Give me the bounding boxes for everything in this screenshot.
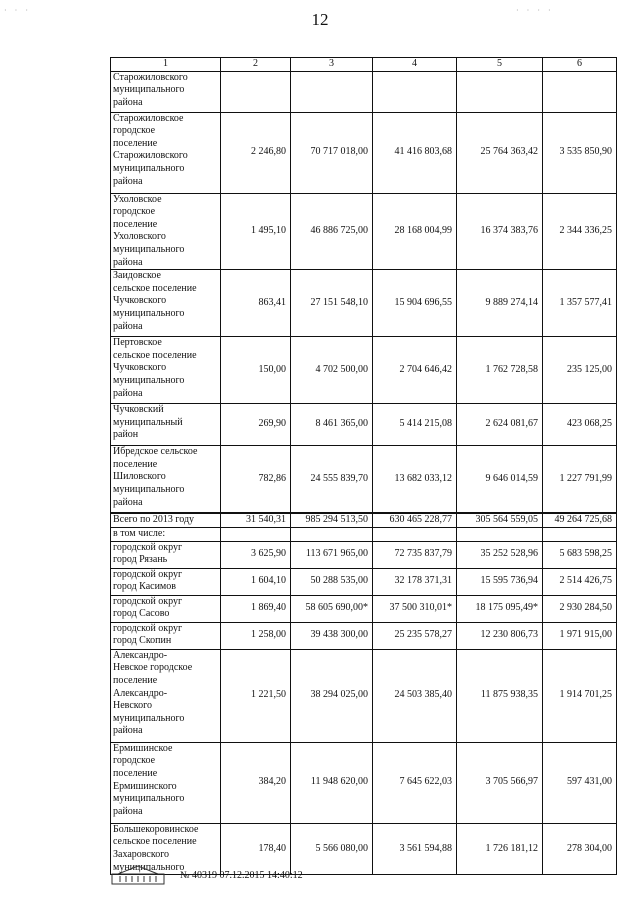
row-label-cell: Чучковский муниципальный район — [111, 404, 221, 446]
value-cell-5: 3 705 566,97 — [457, 742, 543, 823]
row-label-cell: городской округ город Рязань — [111, 541, 221, 568]
value-cell-6: 423 068,25 — [543, 404, 617, 446]
value-cell-2: 3 625,90 — [221, 541, 291, 568]
value-cell-3: 46 886 725,00 — [291, 193, 373, 270]
value-cell-2 — [221, 528, 291, 542]
header-cell-1: 1 — [111, 58, 221, 72]
value-cell-2: 178,40 — [221, 823, 291, 874]
value-cell-6: 597 431,00 — [543, 742, 617, 823]
value-cell-6: 2 514 426,75 — [543, 568, 617, 595]
value-cell-4: 630 465 228,77 — [373, 513, 457, 528]
value-cell-4: 25 235 578,27 — [373, 622, 457, 649]
value-cell-6: 1 914 701,25 — [543, 649, 617, 742]
value-cell-3: 4 702 500,00 — [291, 337, 373, 404]
row-label-cell: Пертовское сельское поселение Чучковского муниципального района — [111, 337, 221, 404]
value-cell-5: 11 875 938,35 — [457, 649, 543, 742]
row-label-cell: Ухоловское городское поселение Ухоловского муниципального района — [111, 193, 221, 270]
header-cell-5: 5 — [457, 58, 543, 72]
value-cell-5: 18 175 095,49* — [457, 595, 543, 622]
value-cell-2: 863,41 — [221, 270, 291, 337]
value-cell-6: 49 264 725,68 — [543, 513, 617, 528]
value-cell-4: 13 682 033,12 — [373, 446, 457, 514]
page-number: 12 — [311, 10, 329, 29]
value-cell-4: 2 704 646,42 — [373, 337, 457, 404]
header-cell-6: 6 — [543, 58, 617, 72]
table-row — [111, 112, 617, 193]
value-cell-5: 9 646 014,59 — [457, 446, 543, 514]
building-seal-icon — [110, 864, 166, 886]
table-row — [111, 270, 617, 337]
header-cell-3: 3 — [291, 58, 373, 72]
value-cell-4: 72 735 837,79 — [373, 541, 457, 568]
value-cell-5: 2 624 081,67 — [457, 404, 543, 446]
row-label-cell: городской округ город Сасово — [111, 595, 221, 622]
value-cell-4: 24 503 385,40 — [373, 649, 457, 742]
value-cell-3: 5 566 080,00 — [291, 823, 373, 874]
value-cell-6: 235 125,00 — [543, 337, 617, 404]
table-row — [111, 568, 617, 595]
value-cell-5: 9 889 274,14 — [457, 270, 543, 337]
value-cell-3 — [291, 528, 373, 542]
row-label-cell: Ермишинское городское поселение Ермишинского муниципального района — [111, 742, 221, 823]
document-stamp: № 40319 07.12.2015 14:40:12 — [180, 869, 303, 881]
value-cell-6: 1 227 791,99 — [543, 446, 617, 514]
value-cell-3: 39 438 300,00 — [291, 622, 373, 649]
row-label-cell: Большекоровинское сельское поселение Захаровского муниципального — [111, 823, 221, 874]
value-cell-6: 5 683 598,25 — [543, 541, 617, 568]
value-cell-4: 5 414 215,08 — [373, 404, 457, 446]
value-cell-6 — [543, 71, 617, 112]
value-cell-5: 35 252 528,96 — [457, 541, 543, 568]
value-cell-5: 15 595 736,94 — [457, 568, 543, 595]
table-row — [111, 404, 617, 446]
value-cell-3: 27 151 548,10 — [291, 270, 373, 337]
value-cell-2: 384,20 — [221, 742, 291, 823]
value-cell-3: 11 948 620,00 — [291, 742, 373, 823]
value-cell-4: 37 500 310,01* — [373, 595, 457, 622]
table-row — [111, 71, 617, 112]
header-cell-4: 4 — [373, 58, 457, 72]
value-cell-6: 2 930 284,50 — [543, 595, 617, 622]
value-cell-2: 1 869,40 — [221, 595, 291, 622]
value-cell-3: 70 717 018,00 — [291, 112, 373, 193]
decorative-marks-left: · · · — [4, 6, 31, 15]
header-cell-2: 2 — [221, 58, 291, 72]
value-cell-2: 1 604,10 — [221, 568, 291, 595]
value-cell-5: 305 564 559,05 — [457, 513, 543, 528]
row-label-cell: в том числе: — [111, 528, 221, 542]
value-cell-4: 3 561 594,88 — [373, 823, 457, 874]
value-cell-4: 15 904 696,55 — [373, 270, 457, 337]
value-cell-6: 278 304,00 — [543, 823, 617, 874]
row-label-cell: городской округ город Скопин — [111, 622, 221, 649]
row-label-cell: Заидовское сельское поселение Чучковского муниципального района — [111, 270, 221, 337]
value-cell-5 — [457, 528, 543, 542]
value-cell-3: 24 555 839,70 — [291, 446, 373, 514]
value-cell-6: 2 344 336,25 — [543, 193, 617, 270]
value-cell-4: 7 645 622,03 — [373, 742, 457, 823]
value-cell-3 — [291, 71, 373, 112]
value-cell-5: 1 762 728,58 — [457, 337, 543, 404]
value-cell-6 — [543, 528, 617, 542]
value-cell-5: 12 230 806,73 — [457, 622, 543, 649]
value-cell-4 — [373, 71, 457, 112]
row-label-cell: Александро- Невское городское поселение Александро- Невского муниципального района — [111, 649, 221, 742]
value-cell-4: 28 168 004,99 — [373, 193, 457, 270]
value-cell-2: 31 540,31 — [221, 513, 291, 528]
value-cell-2 — [221, 71, 291, 112]
value-cell-6: 1 971 915,00 — [543, 622, 617, 649]
value-cell-4 — [373, 528, 457, 542]
row-label-cell: Старожиловского муниципального района — [111, 71, 221, 112]
row-label-cell: городской округ город Касимов — [111, 568, 221, 595]
value-cell-5: 1 726 181,12 — [457, 823, 543, 874]
value-cell-4: 41 416 803,68 — [373, 112, 457, 193]
table-row — [111, 649, 617, 742]
row-label-cell: Всего по 2013 году — [111, 513, 221, 528]
table-row — [111, 446, 617, 514]
decorative-marks-right: · · · · — [516, 6, 554, 15]
data-table — [110, 57, 617, 875]
value-cell-6: 1 357 577,41 — [543, 270, 617, 337]
value-cell-3: 113 671 965,00 — [291, 541, 373, 568]
table-row — [111, 595, 617, 622]
row-label-cell: Старожиловское городское поселение Старожиловского муниципального района — [111, 112, 221, 193]
value-cell-4: 32 178 371,31 — [373, 568, 457, 595]
value-cell-5: 25 764 363,42 — [457, 112, 543, 193]
table-row — [111, 742, 617, 823]
value-cell-2: 150,00 — [221, 337, 291, 404]
table-row — [111, 337, 617, 404]
footer — [110, 864, 303, 886]
value-cell-2: 2 246,80 — [221, 112, 291, 193]
value-cell-2: 782,86 — [221, 446, 291, 514]
header-row — [111, 58, 617, 72]
value-cell-3: 58 605 690,00* — [291, 595, 373, 622]
value-cell-6: 3 535 850,90 — [543, 112, 617, 193]
value-cell-3: 38 294 025,00 — [291, 649, 373, 742]
value-cell-3: 50 288 535,00 — [291, 568, 373, 595]
value-cell-2: 269,90 — [221, 404, 291, 446]
table-row — [111, 513, 617, 528]
value-cell-3: 985 294 513,50 — [291, 513, 373, 528]
table-row — [111, 193, 617, 270]
value-cell-5 — [457, 71, 543, 112]
row-label-cell: Ибредское сельское поселение Шиловского муниципального района — [111, 446, 221, 514]
table-row — [111, 541, 617, 568]
value-cell-5: 16 374 383,76 — [457, 193, 543, 270]
table-row — [111, 528, 617, 542]
table-row — [111, 622, 617, 649]
value-cell-2: 1 258,00 — [221, 622, 291, 649]
value-cell-3: 8 461 365,00 — [291, 404, 373, 446]
value-cell-2: 1 221,50 — [221, 649, 291, 742]
value-cell-2: 1 495,10 — [221, 193, 291, 270]
